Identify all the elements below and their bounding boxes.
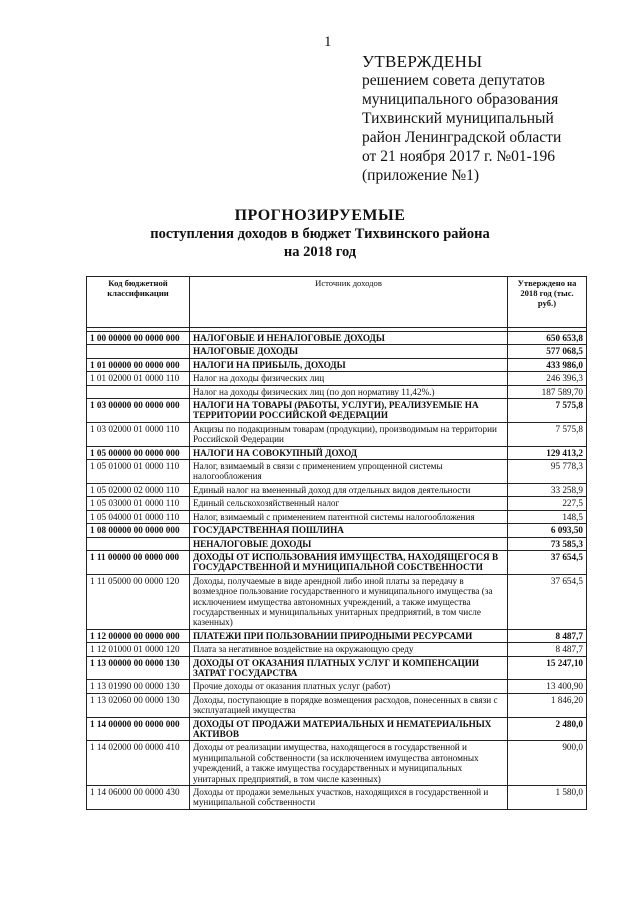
table-row (87, 345, 587, 358)
row-value: 7 575,8 (508, 399, 587, 423)
header-source: Источник доходов (190, 277, 508, 328)
row-name: Плата за негативное воздействие на окружающую среду (190, 643, 508, 656)
row-code: 1 13 00000 00 0000 130 (87, 656, 190, 680)
table-row (87, 483, 587, 496)
table-row (87, 643, 587, 656)
table-row (87, 680, 587, 693)
row-name: Налог на доходы физических лиц (по доп нормативу 11,42%.) (190, 385, 508, 398)
table-row (87, 786, 587, 810)
row-code: 1 05 04000 01 0000 110 (87, 510, 190, 523)
row-name: Налог, взимаемый с применением патентной системы налогообложения (190, 510, 508, 523)
row-name: НАЛОГОВЫЕ И НЕНАЛОГОВЫЕ ДОХОДЫ (190, 332, 508, 345)
row-code: 1 05 00000 00 0000 000 (87, 446, 190, 459)
table-row (87, 372, 587, 385)
row-code: 1 13 02060 00 0000 130 (87, 693, 190, 717)
revenue-table (86, 276, 587, 810)
row-code: 1 05 01000 01 0000 110 (87, 460, 190, 484)
row-name: НАЛОГИ НА ТОВАРЫ (РАБОТЫ, УСЛУГИ), РЕАЛИЗУЕМЫЕ НА ТЕРРИТОРИИ РОССИЙСКОЙ ФЕДЕРАЦИИ (190, 399, 508, 423)
row-name: Доходы, получаемые в виде арендной либо иной платы за передачу в возмездное пользование государственного и муниципального имущества (за исключением имущества автономных учреждений, а также имущества государственных и муниципальных унитарных предприятий, в том числе казенных) (190, 574, 508, 629)
row-code: 1 14 00000 00 0000 000 (87, 717, 190, 741)
approval-block (362, 52, 632, 185)
table-row (87, 460, 587, 484)
table-row (87, 385, 587, 398)
table-row (87, 422, 587, 446)
row-name: НЕНАЛОГОВЫЕ ДОХОДЫ (190, 537, 508, 550)
row-code: 1 11 05000 00 0000 120 (87, 574, 190, 629)
row-value: 15 247,10 (508, 656, 587, 680)
page-number: 1 (324, 34, 332, 50)
approval-line: от 21 ноября 2017 г. №01-196 (362, 148, 556, 165)
row-name: Налог на доходы физических лиц (190, 372, 508, 385)
row-code: 1 08 00000 00 0000 000 (87, 524, 190, 537)
row-name: ДОХОДЫ ОТ ПРОДАЖИ МАТЕРИАЛЬНЫХ И НЕМАТЕРИАЛЬНЫХ АКТИВОВ (190, 717, 508, 741)
header-code: Код бюджетной классификации (87, 277, 190, 328)
title-line-3: на 2018 год (283, 244, 357, 260)
row-code: 1 12 00000 00 0000 000 (87, 629, 190, 642)
row-code: 1 00 00000 00 0000 000 (87, 332, 190, 345)
row-value: 8 487,7 (508, 643, 587, 656)
row-code (87, 385, 190, 398)
row-value: 8 487,7 (508, 629, 587, 642)
row-code: 1 03 02000 01 0000 110 (87, 422, 190, 446)
row-code: 1 14 06000 00 0000 430 (87, 786, 190, 810)
row-code: 1 13 01990 00 0000 130 (87, 680, 190, 693)
row-name: Прочие доходы от оказания платных услуг (работ) (190, 680, 508, 693)
row-value: 37 654,5 (508, 574, 587, 629)
title-line-2: поступления доходов в бюджет Тихвинского района (150, 226, 490, 242)
table-header-row (87, 277, 587, 328)
row-code: 1 05 03000 01 0000 110 (87, 497, 190, 510)
row-code: 1 14 02000 00 0000 410 (87, 741, 190, 786)
row-value: 1 580,0 (508, 786, 587, 810)
table-row (87, 656, 587, 680)
approval-line: (приложение №1) (362, 167, 480, 184)
row-name: Доходы, поступающие в порядке возмещения расходов, понесенных в связи с эксплуатацией имущества (190, 693, 508, 717)
row-value: 7 575,8 (508, 422, 587, 446)
table-row (87, 629, 587, 642)
table-row (87, 574, 587, 629)
row-name: НАЛОГИ НА СОВОКУПНЫЙ ДОХОД (190, 446, 508, 459)
row-code: 1 12 01000 01 0000 120 (87, 643, 190, 656)
header-amount: Утверждено на 2018 год (тыс. руб.) (508, 277, 587, 328)
row-code: 1 03 00000 00 0000 000 (87, 399, 190, 423)
row-name: ПЛАТЕЖИ ПРИ ПОЛЬЗОВАНИИ ПРИРОДНЫМИ РЕСУРСАМИ (190, 629, 508, 642)
row-value: 6 093,50 (508, 524, 587, 537)
row-name: Единый налог на вмененный доход для отдельных видов деятельности (190, 483, 508, 496)
row-name: Акцизы по подакцизным товарам (продукции), производимым на территории Российской Федерации (190, 422, 508, 446)
row-value: 433 986,0 (508, 358, 587, 371)
row-code: 1 05 02000 02 0000 110 (87, 483, 190, 496)
table-row (87, 510, 587, 523)
document-title (0, 207, 640, 261)
row-value: 577 068,5 (508, 345, 587, 358)
row-value: 2 480,0 (508, 717, 587, 741)
row-value: 33 258,9 (508, 483, 587, 496)
approval-line: Тихвинский муниципальный (362, 110, 554, 127)
row-value: 148,5 (508, 510, 587, 523)
row-name: ДОХОДЫ ОТ ОКАЗАНИЯ ПЛАТНЫХ УСЛУГ И КОМПЕНСАЦИИ ЗАТРАТ ГОСУДАРСТВА (190, 656, 508, 680)
title-line-1: ПРОГНОЗИРУЕМЫЕ (234, 207, 406, 224)
row-name: ГОСУДАРСТВЕННАЯ ПОШЛИНА (190, 524, 508, 537)
table-row (87, 399, 587, 423)
row-name: ДОХОДЫ ОТ ИСПОЛЬЗОВАНИЯ ИМУЩЕСТВА, НАХОДЯЩЕГОСЯ В ГОСУДАРСТВЕННОЙ И МУНИЦИПАЛЬНОЙ СОБСТВЕННОСТИ (190, 550, 508, 574)
table-row (87, 524, 587, 537)
row-code: 1 01 02000 01 0000 110 (87, 372, 190, 385)
row-value: 227,5 (508, 497, 587, 510)
approval-line: район Ленинградской области (362, 129, 562, 146)
table-row (87, 693, 587, 717)
row-value: 1 846,20 (508, 693, 587, 717)
row-value: 95 778,3 (508, 460, 587, 484)
approval-line: решением совета депутатов (362, 72, 545, 89)
row-name: НАЛОГИ НА ПРИБЫЛЬ, ДОХОДЫ (190, 358, 508, 371)
row-code: 1 01 00000 00 0000 000 (87, 358, 190, 371)
approval-line: муниципального образования (362, 91, 559, 108)
row-value: 900,0 (508, 741, 587, 786)
row-value: 13 400,90 (508, 680, 587, 693)
row-value: 37 654,5 (508, 550, 587, 574)
table-row (87, 537, 587, 550)
row-value: 650 653,8 (508, 332, 587, 345)
table-row (87, 550, 587, 574)
row-name: Единый сельскохозяйственный налог (190, 497, 508, 510)
table-row (87, 717, 587, 741)
table-row (87, 332, 587, 345)
row-code: 1 11 00000 00 0000 000 (87, 550, 190, 574)
row-code (87, 345, 190, 358)
row-name: Налог, взимаемый в связи с применением упрощенной системы налогообложения (190, 460, 508, 484)
approval-heading: УТВЕРЖДЕНЫ (362, 52, 483, 71)
table-row (87, 446, 587, 459)
row-value: 246 396,3 (508, 372, 587, 385)
row-name: Доходы от реализации имущества, находящегося в государственной и муниципальной собственности (за исключением имущества автономных учреждений, а также имущества государственных и муниципальных унитарных предприятий, в том числе казенных) (190, 741, 508, 786)
row-name: Доходы от продажи земельных участков, находящихся в государственной и муниципальной собственности (190, 786, 508, 810)
row-value: 187 589,70 (508, 385, 587, 398)
table-row (87, 497, 587, 510)
row-value: 73 585,3 (508, 537, 587, 550)
row-value: 129 413,2 (508, 446, 587, 459)
row-code (87, 537, 190, 550)
table-row (87, 741, 587, 786)
row-name: НАЛОГОВЫЕ ДОХОДЫ (190, 345, 508, 358)
table-row (87, 358, 587, 371)
